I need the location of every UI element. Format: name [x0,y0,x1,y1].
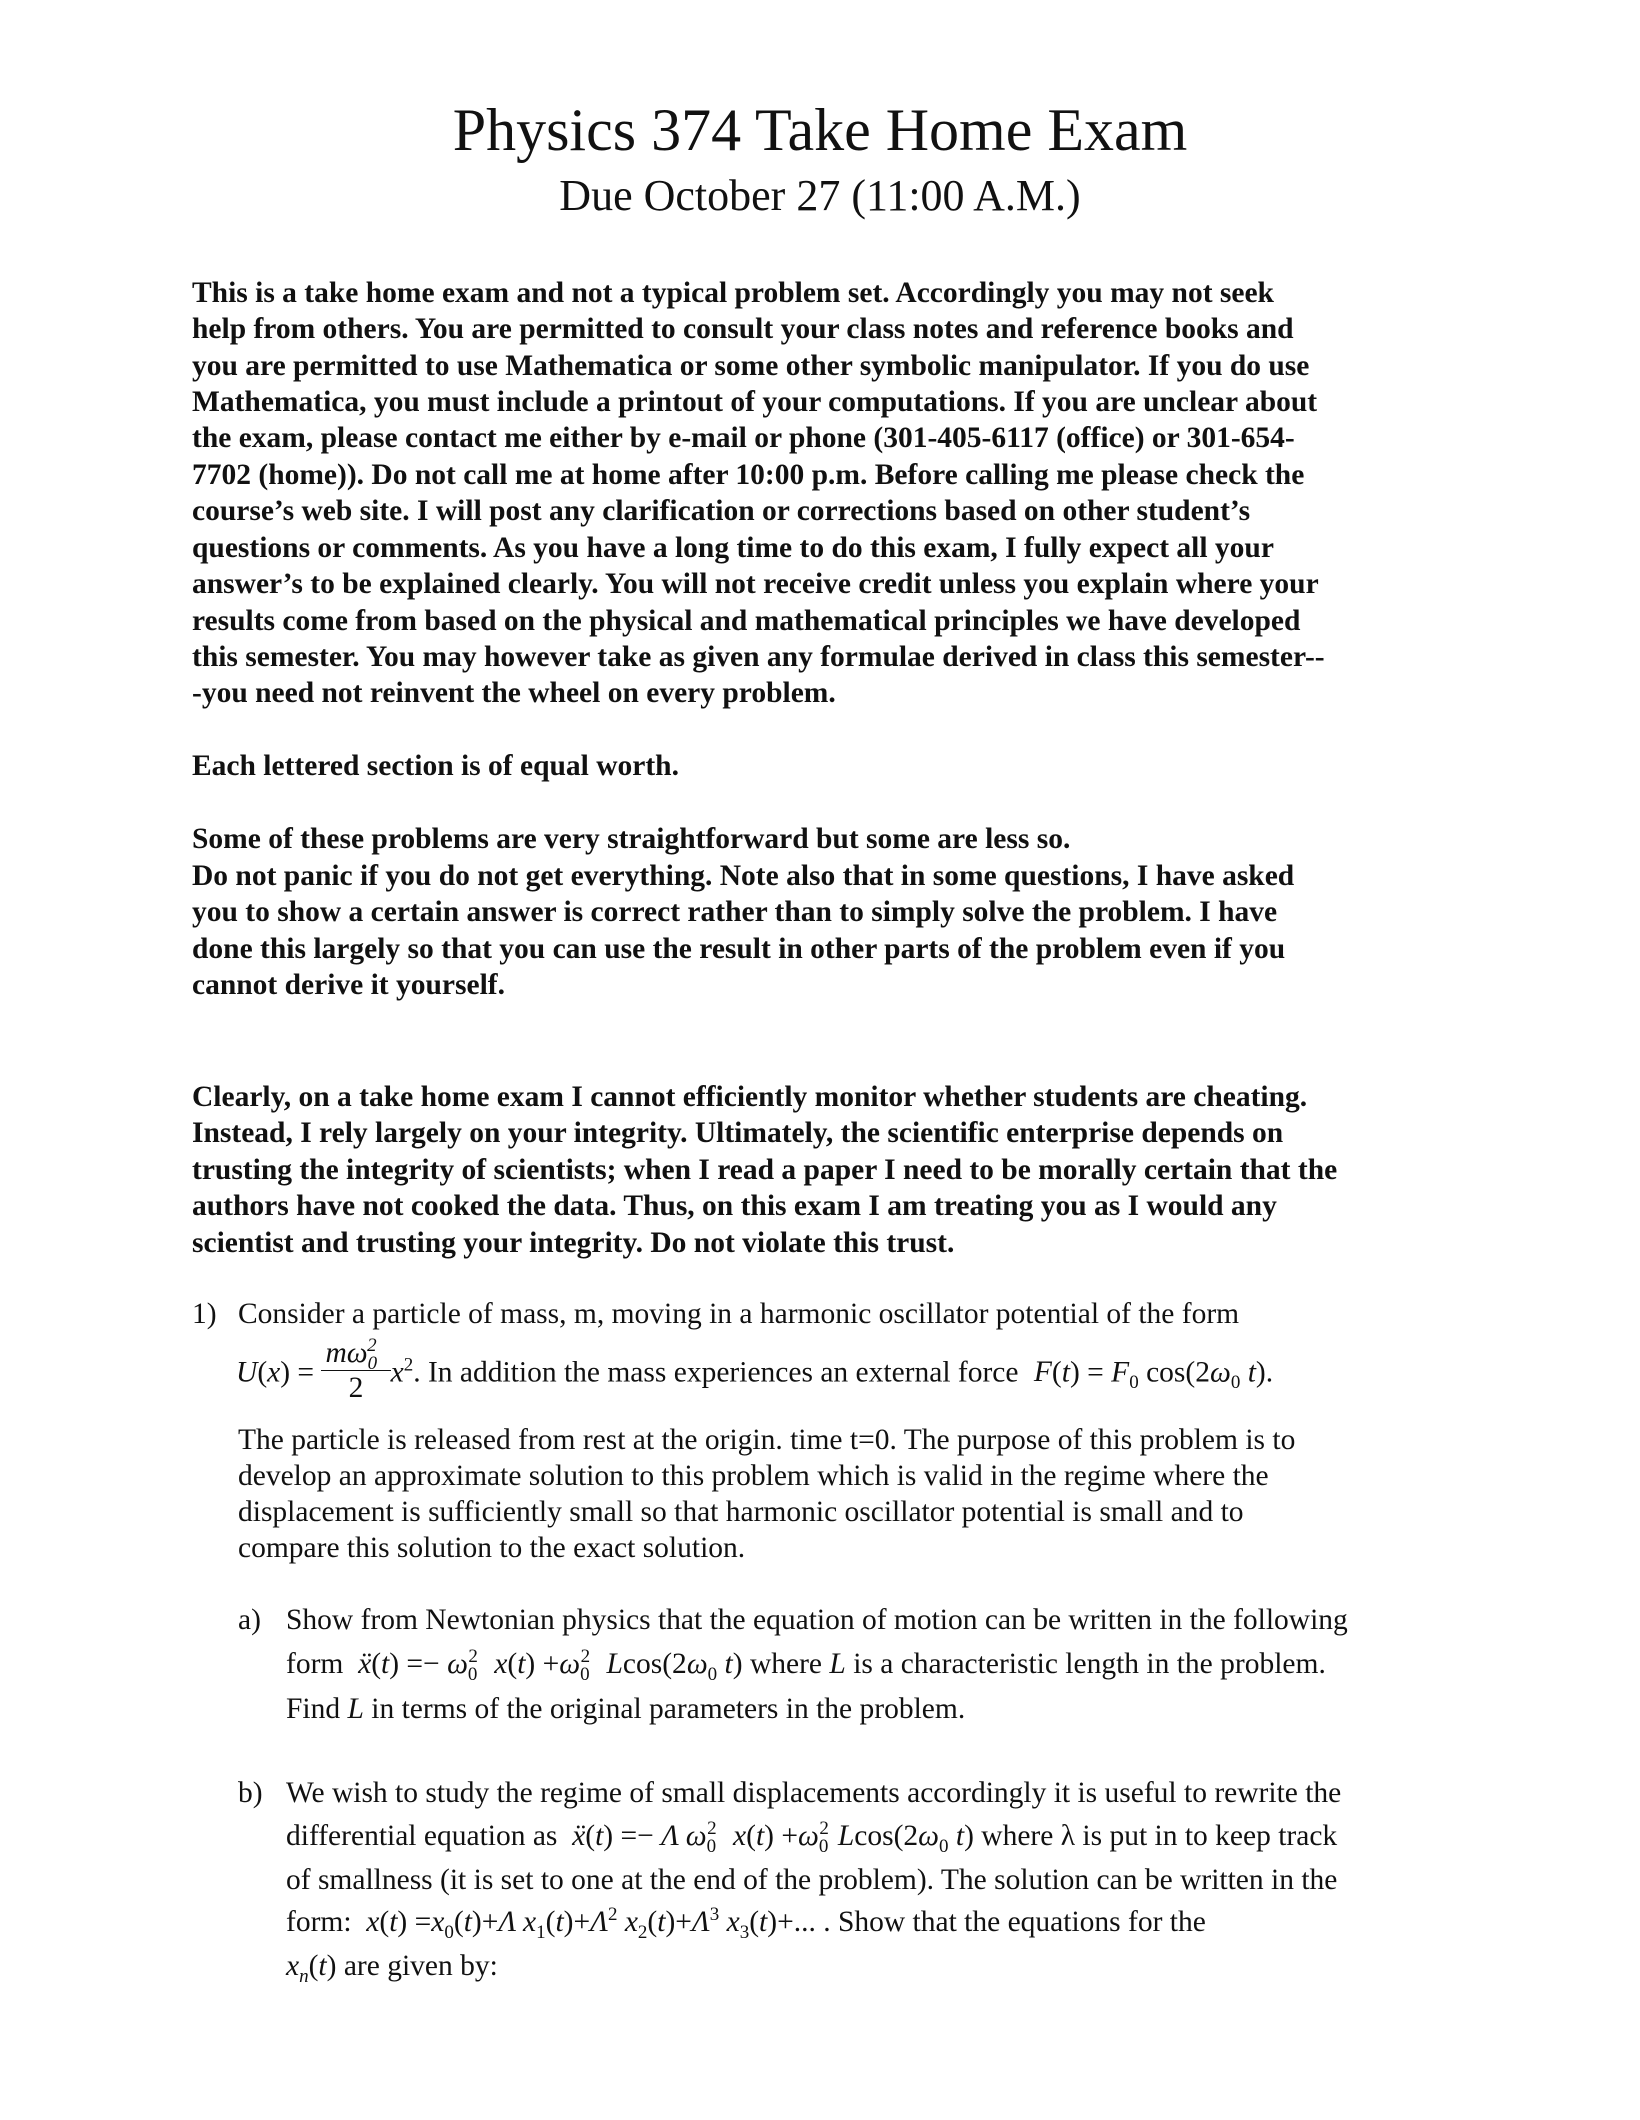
intro-line: help from others. You are permitted to consult your class notes and reference books and [192,313,1294,345]
equation-of-motion: ẍ [350,1648,372,1680]
guidance-line: Do not panic if you do not get everything. Note also that in some questions, I have asked [192,860,1295,892]
intro-line: -you need not reinvent the wheel on every problem. [192,677,836,709]
intro-line: you are permitted to use Mathematica or some other symbolic manipulator. If you do use [192,350,1310,382]
part-b-label: b) [238,1777,263,1809]
problem-1-line: The particle is released from rest at the origin. time t=0. The purpose of this problem is to [238,1424,1296,1456]
where-word: where [749,1648,823,1680]
problem-number: 1) [192,1298,217,1330]
worth-statement: Each lettered section is of equal worth. [192,750,679,782]
integrity-line: scientist and trusting your integrity. Do not violate this trust. [192,1227,955,1259]
xn-term: x [286,1950,300,1982]
potential-fraction: $\frac{m\omega_0^2}{2}$ [321,1336,390,1405]
force-formula: F [1033,1356,1052,1389]
form-word: form [286,1648,344,1680]
line-start: differential equation as [286,1820,558,1852]
line-end: . Show that the equations for the [823,1906,1206,1938]
problem-1-line: Consider a particle of mass, m, moving in a harmonic oscillator potential of the form [238,1298,1240,1330]
integrity-line: authors have not cooked the data. Thus, on this exam I am treating you as I would any [192,1190,1277,1222]
equation-of-motion-line: form ẍ(t) =− $\omega_0^2$ $x(t) +\omega_0^2$ $Lcos(2\omega_0$ t) where L is a characteristic length in the problem. [286,1646,1326,1685]
problem-1-line: develop an approximate solution to this problem which is valid in the regime where the [238,1460,1269,1492]
integrity-line: Instead, I rely largely on your integrity. Ultimately, the scientific enterprise depends on [192,1117,1284,1149]
intro-line: Mathematica, you must include a printout of your computations. If you are unclear about [192,386,1318,418]
line-end: are given by: [343,1950,498,1982]
potential-mid-text: . In addition the mass experiences an external force [413,1356,1019,1389]
perturbed-equation-line: differential equation as ẍ(t) =− Λ $\omega_0^2$ $x(t) +\omega_0^2$ $Lcos(2\omega_0$ t) where λ is put in to keep track [286,1818,1338,1857]
intro-line: This is a take home exam and not a typical problem set. Accordingly you may not seek [192,277,1274,309]
intro-line: the exam, please contact me either by e-mail or phone (301-405-6117 (office) or 301-654- [192,422,1295,454]
part-b-line: We wish to study the regime of small displacements accordingly it is useful to rewrite the [286,1777,1342,1809]
guidance-line: cannot derive it yourself. [192,969,505,1001]
guidance-line: done this largely so that you can use the result in other parts of the problem even if you [192,933,1286,965]
potential-formula: U [236,1356,258,1389]
due-date-subtitle: Due October 27 (11:00 A.M.) [559,171,1081,220]
intro-line: results come from based on the physical and mathematical principles we have developed [192,605,1301,637]
guidance-line: Some of these problems are very straightforward but some are less so. [192,823,1071,855]
intro-line: answer’s to be explained clearly. You will not receive credit unless you explain where your [192,568,1319,600]
integrity-line: Clearly, on a take home exam I cannot efficiently monitor whether students are cheating. [192,1081,1308,1113]
part-a-label: a) [238,1604,261,1636]
part-a-line: Show from Newtonian physics that the equation of motion can be written in the following [286,1604,1348,1636]
where-rest: is a characteristic length in the problem. [853,1648,1326,1680]
series-solution-line: form: $x(t) =x_0(t)+\Lambda$ $x_1(t)+\Lambda^2$ $x_2(t)+\Lambda^3$ $x_3(t)+$... . Show that the equations for the [286,1904,1206,1943]
series-expansion: x [358,1906,380,1938]
intro-line: course’s web site. I will post any clarification or corrections based on other student’s [192,495,1251,527]
part-b-line: of smallness (it is set to one at the end of the problem). The solution can be written in the [286,1864,1338,1896]
xn-line: $x_n(t)$ are given by: [286,1950,498,1987]
problem-1-line: compare this solution to the exact solution. [238,1532,746,1564]
potential-equation-line: U(x) = $\frac{m\omega_0^2}{2}$ $x^2$. In addition the mass experiences an external force $F(t) = F_0$ $\cos(2\omega_0$ t). [236,1335,1274,1404]
problem-1-line: displacement is sufficiently small so that harmonic oscillator potential is small and to [238,1496,1244,1528]
page-title: Physics 374 Take Home Exam [452,97,1188,163]
find-word: Find [286,1693,341,1725]
intro-line: questions or comments. As you have a long time to do this exam, I fully expect all your [192,532,1274,564]
intro-line: 7702 (home)). Do not call me at home after 10:00 p.m. Before calling me please check the [192,459,1305,491]
find-rest: in terms of the original parameters in the problem. [371,1693,966,1725]
line-end: where λ is put in to keep track [981,1820,1338,1852]
part-a-find-line: Find L in terms of the original parameters in the problem. [286,1693,966,1725]
integrity-line: trusting the integrity of scientists; when I read a paper I need to be morally certain that the [192,1154,1338,1186]
guidance-line: you to show a certain answer is correct rather than to simply solve the problem. I have [192,896,1278,928]
perturbed-equation: ẍ [564,1820,586,1852]
intro-line: this semester. You may however take as given any formulae derived in class this semester-- [192,641,1325,673]
form-word: form: [286,1906,352,1938]
